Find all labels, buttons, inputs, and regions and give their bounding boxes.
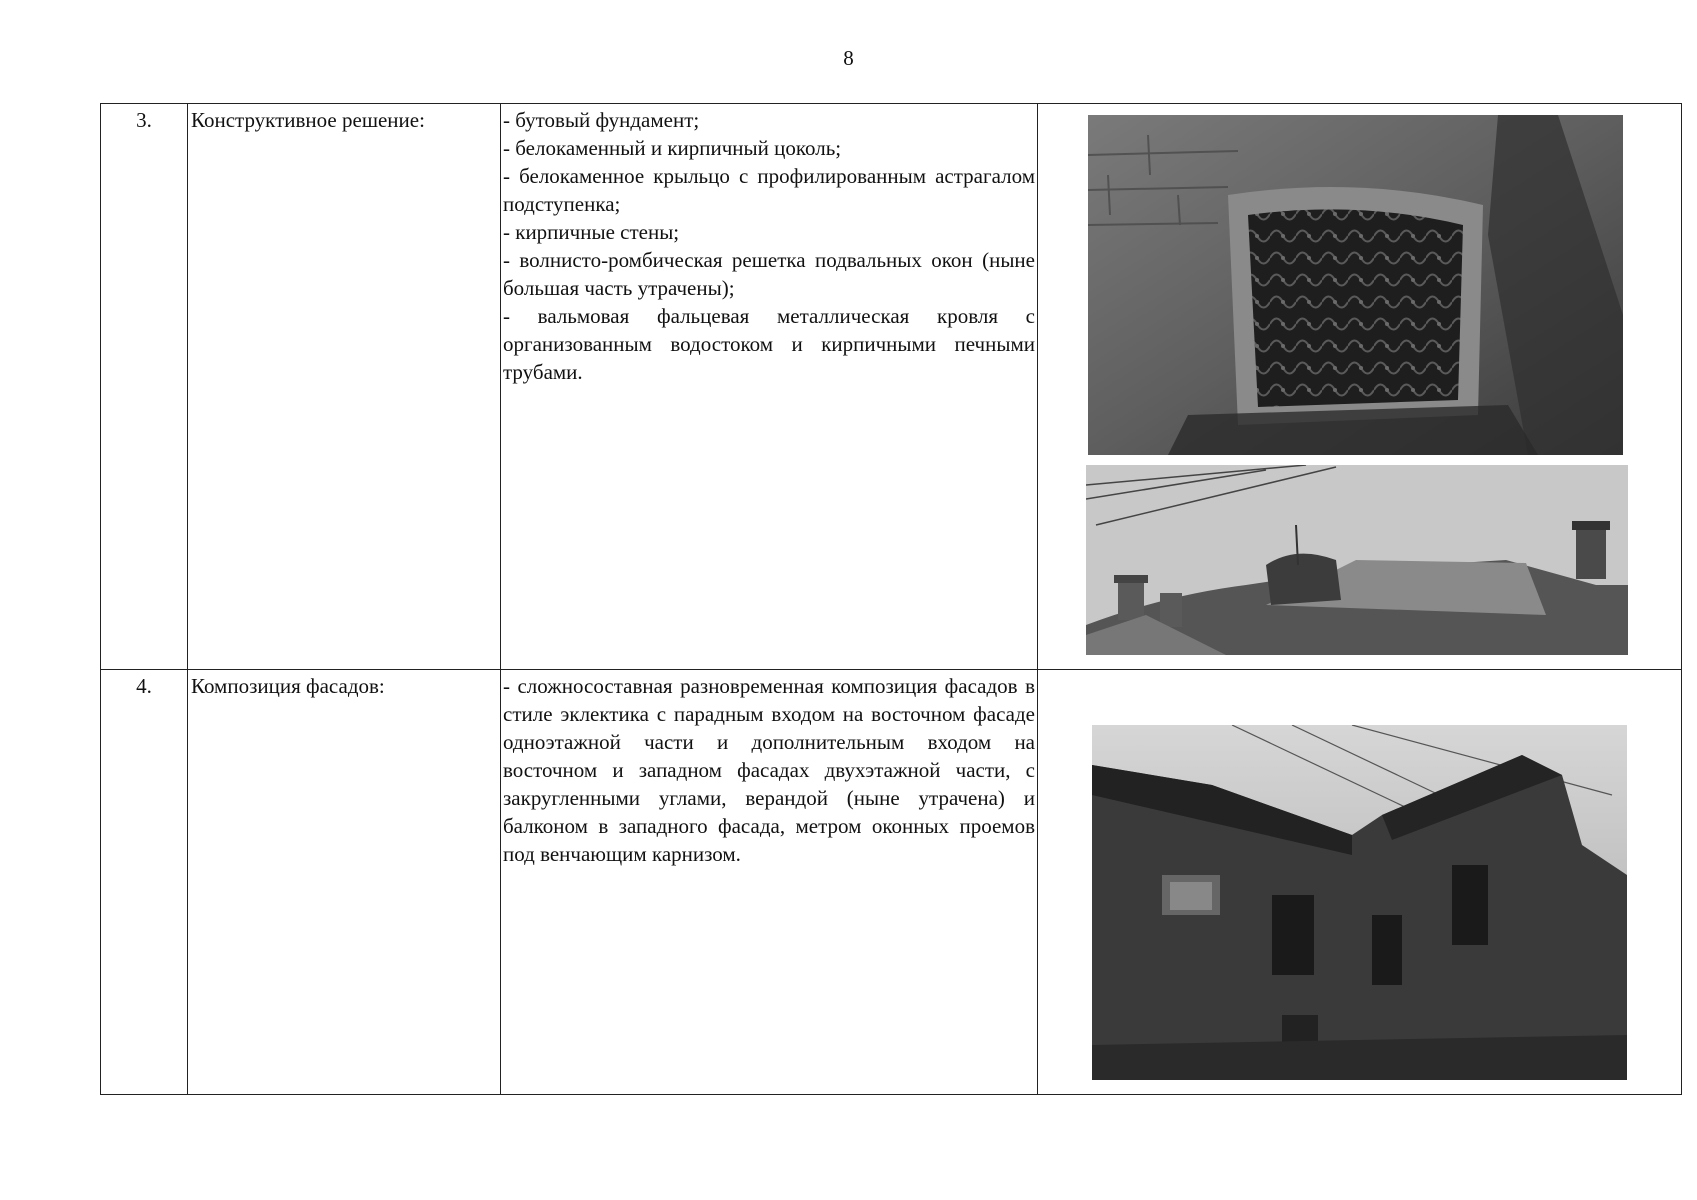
row-label: Композиция фасадов: [188, 670, 501, 1095]
page-number: 8 [843, 46, 854, 70]
list-item: - белокаменный и кирпичный цоколь; [503, 136, 842, 160]
row-number: 4. [101, 670, 188, 1095]
list-item: - белокаменное крыльцо с профилированным астрагалом подступенка; [503, 164, 1035, 216]
basement-window-photo [1088, 115, 1623, 455]
list-item: - кирпичные стены; [503, 220, 680, 244]
table-row [101, 670, 1682, 1095]
photo-cell [1038, 670, 1682, 1095]
description-table [100, 103, 1682, 1095]
list-item: - волнисто-ромбическая решетка подвальных окон (ныне большая часть утрачены); [503, 248, 1035, 300]
row-number: 3. [101, 104, 188, 670]
photo-cell [1038, 104, 1682, 670]
list-item: - бутовый фундамент; [503, 108, 700, 132]
roof-photo [1086, 465, 1628, 655]
row-description [501, 670, 1038, 1095]
description-text: - сложносоставная разновременная композиция фасадов в стиле эклектика с парадным входом на восточном фасаде одноэтажной части и дополнительным входом на восточном и западном фасадах двухэтажной части, с закругленными углами, верандой (ныне утрачена) и балконом в западного фасада, метром оконных проемов под венчающим карнизом. [503, 674, 1035, 866]
row-description [501, 104, 1038, 670]
list-item: - вальмовая фальцевая металлическая кровля с организованным водостоком и кирпичными печными трубами. [503, 304, 1035, 384]
facade-photo [1092, 725, 1627, 1080]
row-label: Конструктивное решение: [188, 104, 501, 670]
table-row [101, 104, 1682, 670]
